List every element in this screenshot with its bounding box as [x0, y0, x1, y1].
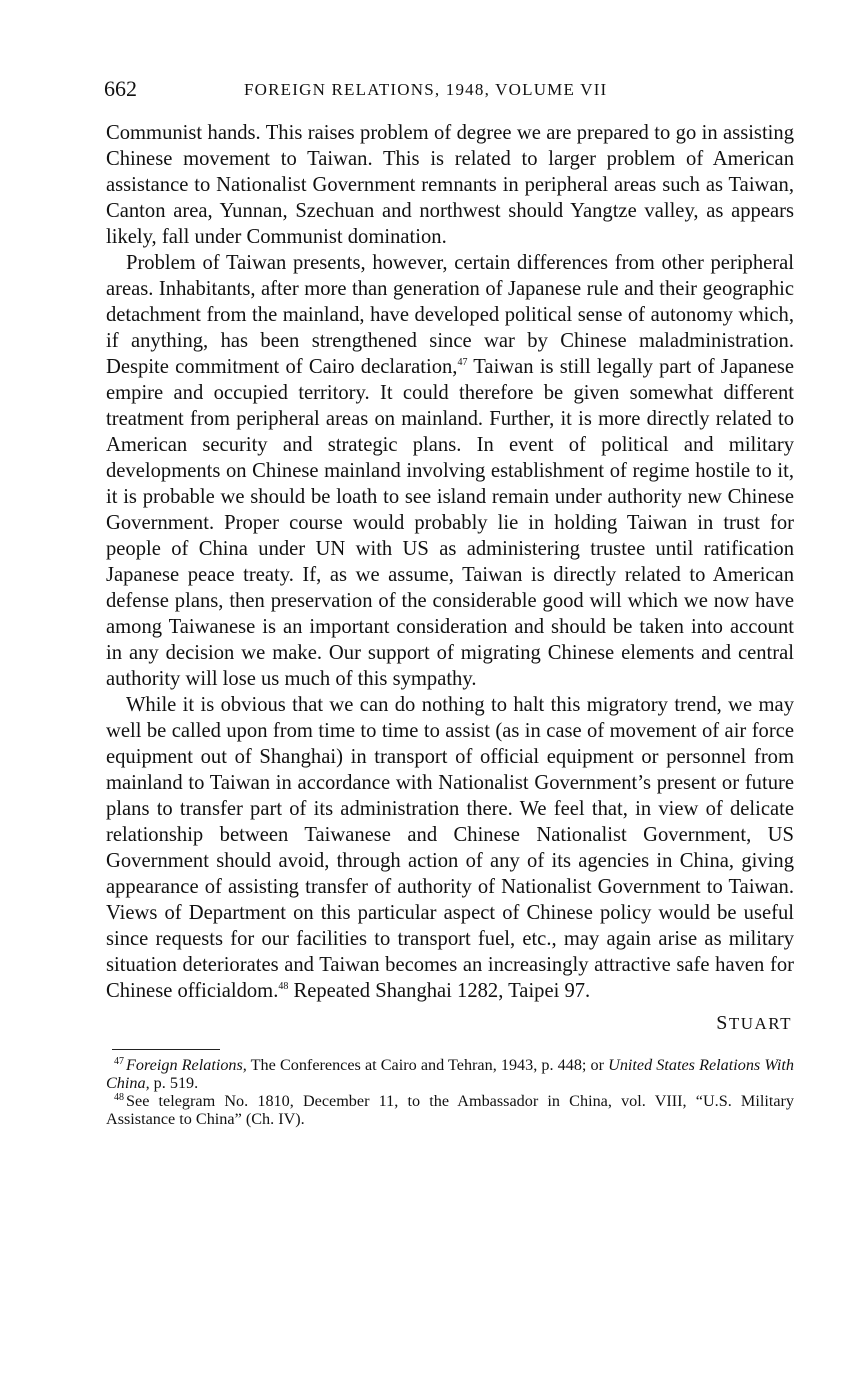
page-number: 662	[104, 76, 137, 101]
signature-initial: S	[716, 1012, 729, 1034]
paragraph	[106, 692, 794, 1004]
running-head	[106, 74, 794, 108]
footnotes	[106, 1056, 794, 1128]
footnote-mark: 48	[114, 1091, 124, 1103]
footnote-reference: 47	[457, 357, 468, 369]
footnote-text: See telegram No. 1810, December 11, to the Ambassador in China, vol. VIII, “U.S. Military Assistance to China” (Ch. IV).	[106, 1092, 794, 1128]
footnote-reference: 48	[278, 981, 289, 993]
footnote-mark: 47	[114, 1055, 124, 1067]
footnote	[106, 1092, 794, 1128]
footnote	[106, 1056, 794, 1092]
signature	[106, 1012, 792, 1035]
footnote-text: The Conferences at Cairo and Tehran, 1943, p. 448; or	[246, 1056, 609, 1074]
footnote-text: p. 519.	[149, 1074, 199, 1092]
paragraph-text: Problem of Taiwan presents, however, certain differences from other peripheral areas. Inhabitants, after more than generation of Japanese rule and their geographic detachment from the mainland, have developed political sense of autonomy which, if anything, has been strengthened since war by Chinese maladministration. Despite commitment of Cairo declaration,	[106, 252, 794, 378]
footnote-italic: United States Relations With China,	[106, 1056, 794, 1092]
paragraph-text: While it is obvious that we can do nothing to halt this migratory trend, we may well be called upon from time to time to assist (as in case of movement of air force equipment out of Shanghai) in transport of official equipment or personnel from mainland to Taiwan in accordance with Nationalist Government’s present or future plans to transfer part of its administration there. We feel that, in view of delicate relationship between Taiwanese and Chinese Nationalist Government, US Government should avoid, through action of any of its agencies in China, giving appearance of assisting transfer of authority of Nationalist Government to Taiwan. Views of Department on this particular aspect of Chinese policy would be useful since requests for our facilities to transport fuel, etc., may again arise as military situation deteriorates and Taiwan becomes an increasingly attractive safe haven for Chinese officialdom.	[106, 694, 794, 1002]
paragraph-text: Communist hands. This raises problem of degree we are prepared to go in assisting Chinese movement to Taiwan. This is related to larger problem of American assistance to Nationalist Government remnants in peripheral areas such as Taiwan, Canton area, Yunnan, Szechuan and northwest should Yangtze valley, as appears likely, fall under Communist domination.	[106, 122, 794, 248]
footnote-italic: Foreign Relations,	[126, 1056, 247, 1074]
paragraph	[106, 120, 794, 250]
paragraph	[106, 250, 794, 692]
paragraph-text: Repeated Shanghai 1282, Taipei 97.	[288, 980, 591, 1002]
document-page	[106, 74, 794, 1128]
running-head-title: FOREIGN RELATIONS, 1948, VOLUME VII	[244, 80, 608, 99]
body-text	[106, 120, 794, 1004]
footnote-divider	[112, 1049, 220, 1050]
signature-rest: TUART	[728, 1014, 792, 1033]
paragraph-text: Taiwan is still legally part of Japanese empire and occupied territory. It could therefore be given somewhat different treatment from peripheral areas on mainland. Further, it is more directly related to American security and strategic plans. In event of political and military developments on Chinese mainland involving establishment of regime hostile to it, it is probable we should be loath to see island remain under authority new Chinese Government. Proper course would probably lie in holding Taiwan in trust for people of China under UN with US as administering trustee until ratification Japanese peace treaty. If, as we assume, Taiwan is directly related to American defense plans, then preservation of the considerable good will which we now have among Taiwanese is an important consideration and should be taken into account in any decision we make. Our support of migrating Chinese elements and central authority will lose us much of this sympathy.	[106, 356, 794, 690]
